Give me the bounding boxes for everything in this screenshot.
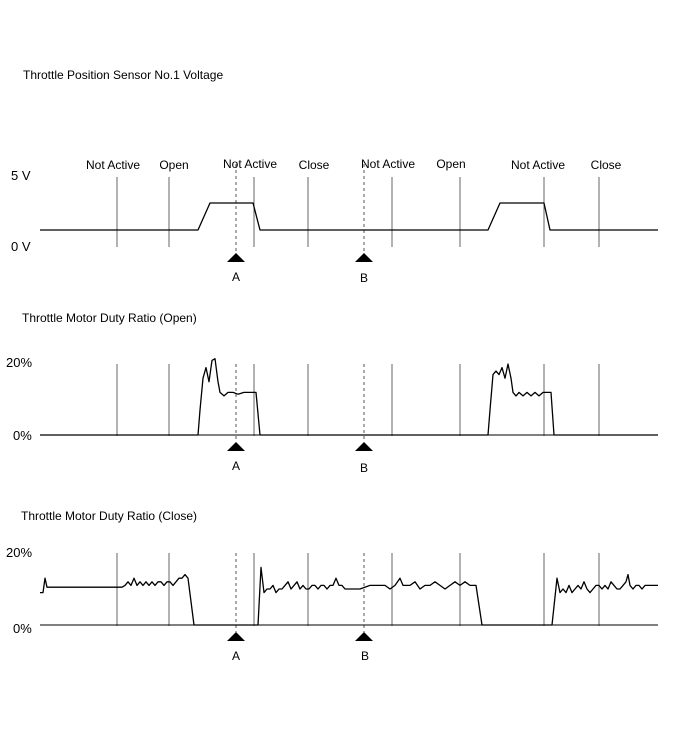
chart-2-ytick-top: 20%: [6, 355, 33, 370]
chart-2-marker-b-label: B: [359, 461, 369, 475]
chart-3-ytick-bottom: 0%: [13, 621, 32, 636]
chart-2-marker-a-label: A: [231, 459, 241, 473]
phase-label-5: Not Active: [360, 157, 416, 171]
chart-3-marker-b-arrow: [355, 632, 373, 641]
chart-1-marker-a-label: A: [231, 270, 241, 284]
chart-1-ytick-bottom: 0 V: [11, 239, 31, 254]
chart-1-marker-a-arrow: [227, 253, 245, 262]
phase-label-8: Close: [590, 158, 622, 172]
chart-2-ytick-bottom: 0%: [13, 428, 32, 443]
chart-2-marker-a-arrow: [227, 442, 245, 451]
phase-label-1: Not Active: [85, 158, 141, 172]
chart-3-ytick-top: 20%: [6, 545, 33, 560]
chart-1-marker-b-arrow: [355, 253, 373, 262]
phase-label-3: Not Active: [222, 157, 278, 171]
chart-2-marker-b-arrow: [355, 442, 373, 451]
chart-3-marker-a-arrow: [227, 632, 245, 641]
chart-3-series-line: [40, 567, 658, 625]
chart-3-marker-b-label: B: [360, 649, 370, 663]
chart-2-title: Throttle Motor Duty Ratio (Open): [22, 311, 197, 325]
chart-3-title: Throttle Motor Duty Ratio (Close): [21, 509, 198, 523]
phase-label-6: Open: [436, 157, 466, 171]
phase-label-2: Open: [159, 158, 189, 172]
phase-label-4: Close: [298, 158, 330, 172]
chart-1-marker-b-label: B: [359, 271, 369, 285]
phase-label-7: Not Active: [510, 158, 566, 172]
chart-2-series-line: [40, 359, 658, 435]
chart-1-series-line: [40, 203, 658, 230]
chart-1-title: Throttle Position Sensor No.1 Voltage: [23, 68, 224, 82]
chart-1-ytick-top: 5 V: [11, 168, 31, 183]
chart-3-marker-a-label: A: [231, 649, 241, 663]
